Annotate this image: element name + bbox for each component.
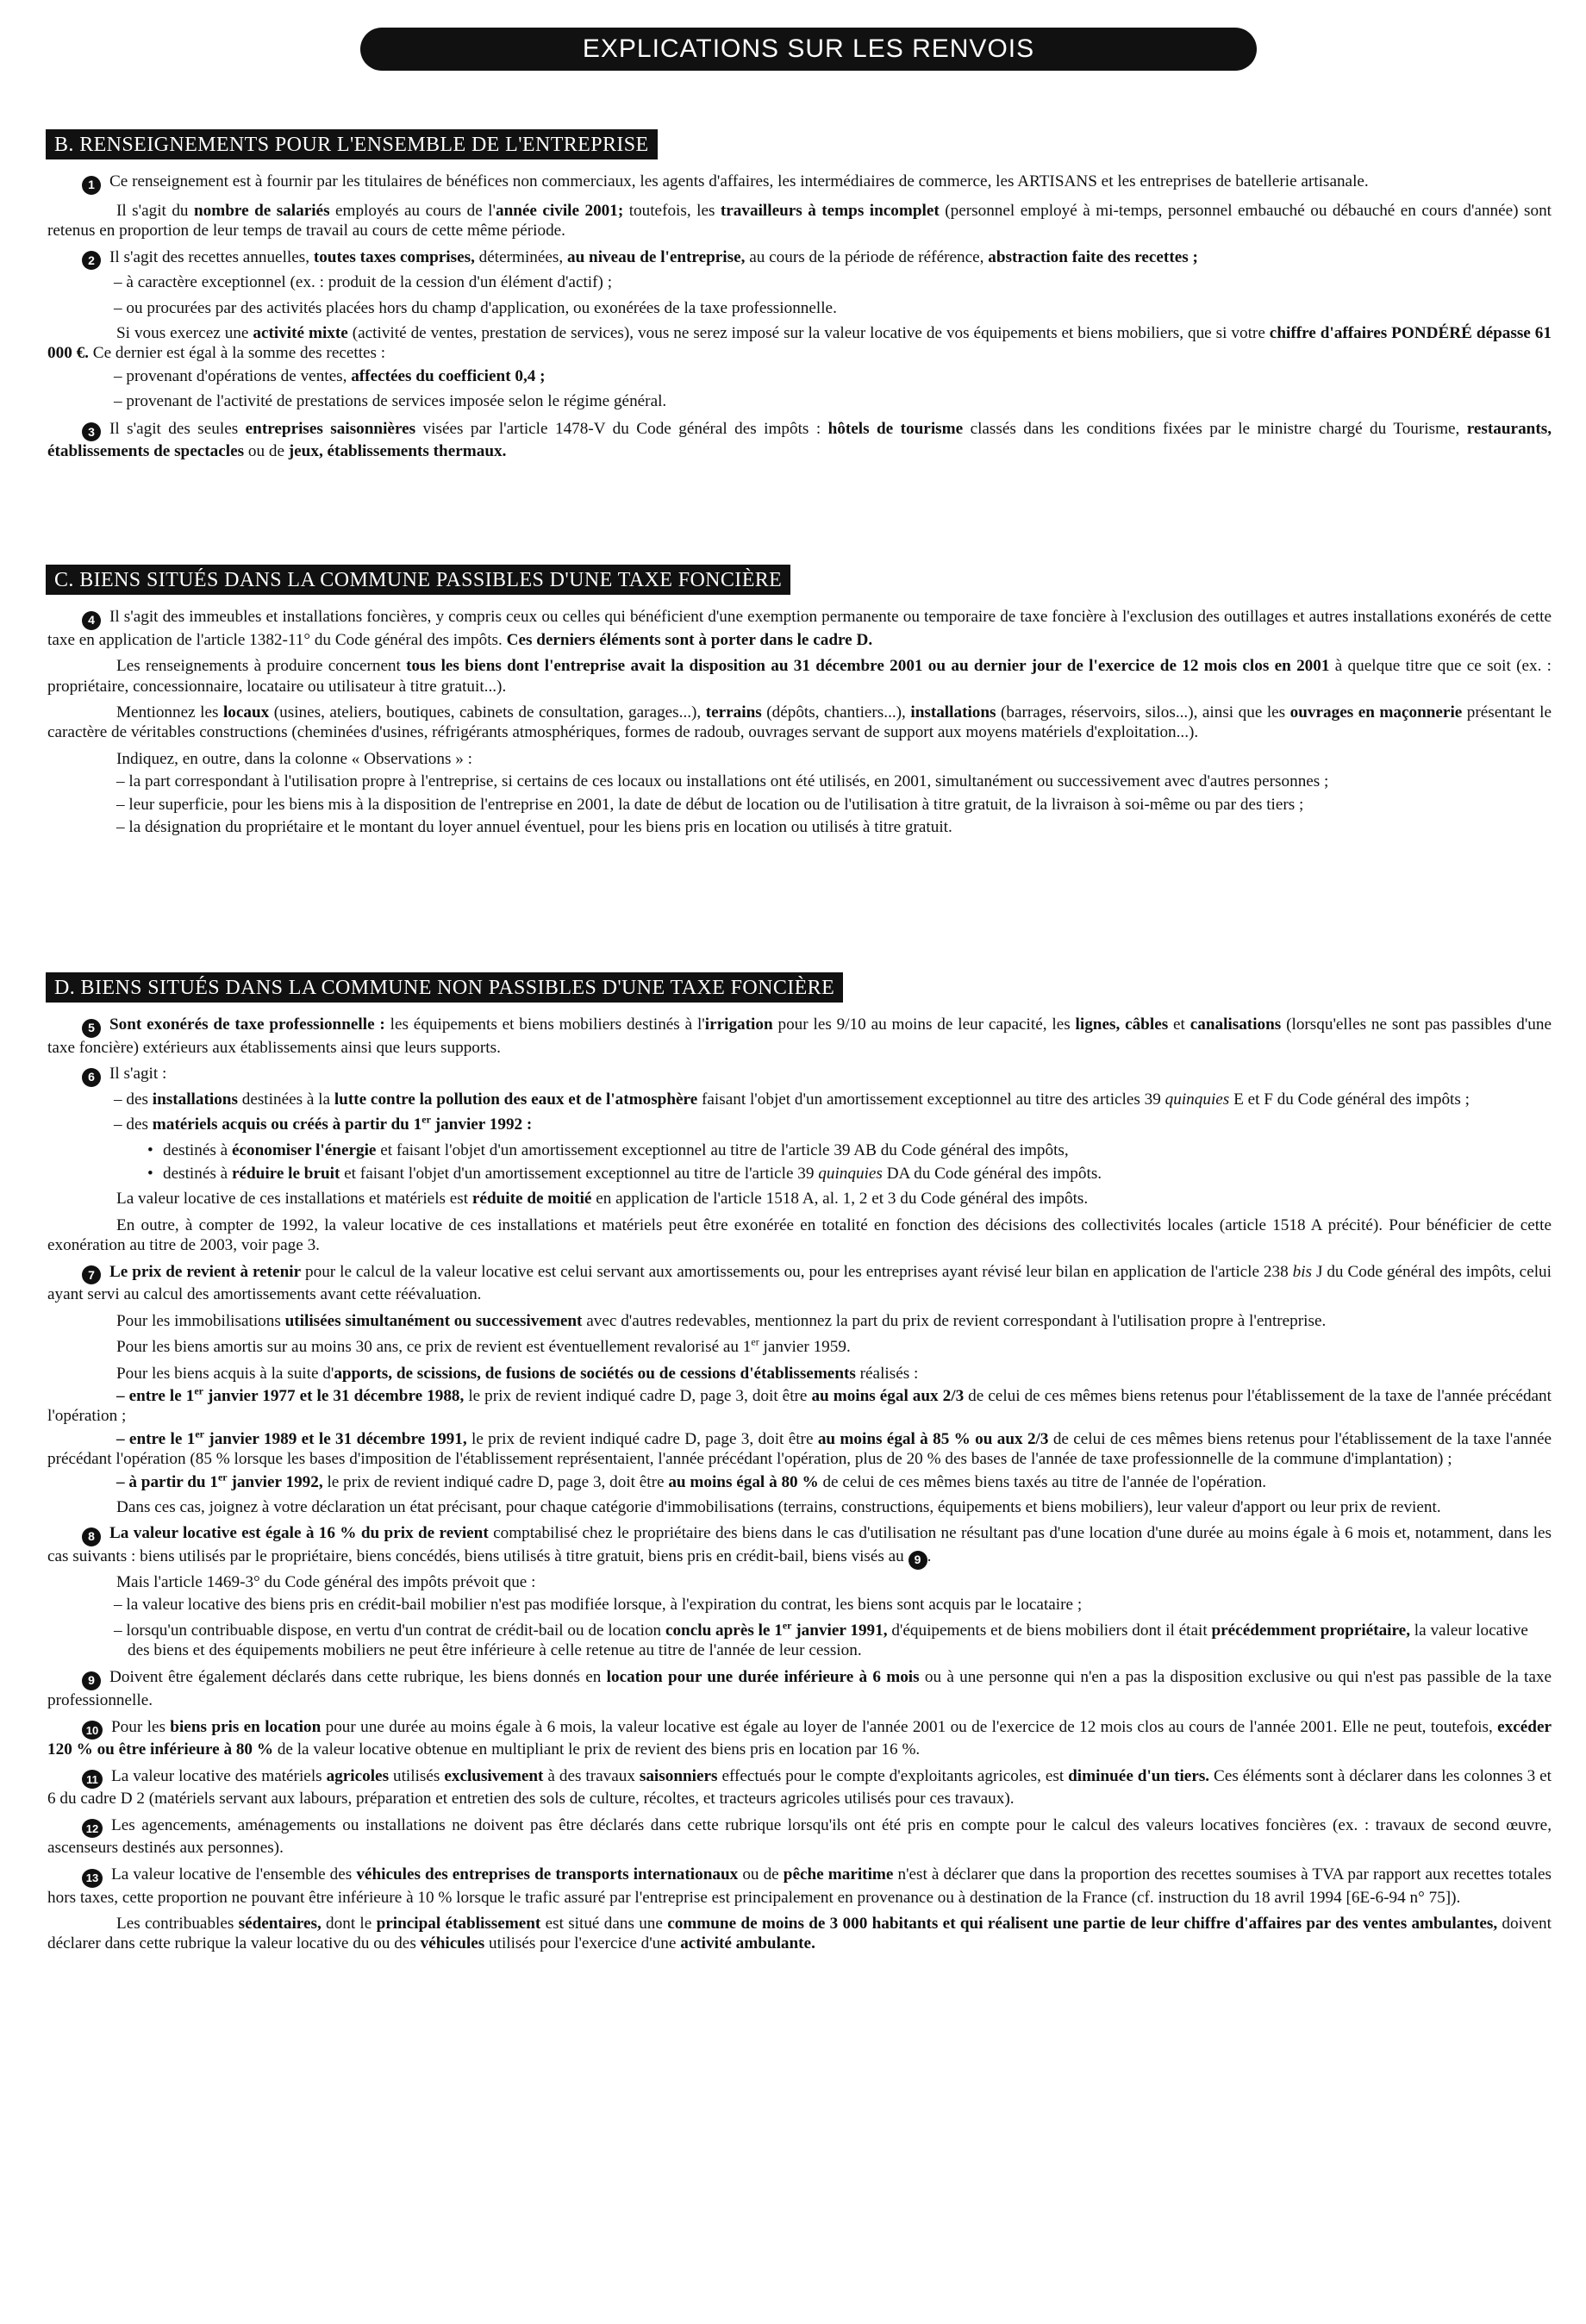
dash-item xyxy=(47,1429,1552,1470)
text-run: DA du Code général des impôts. xyxy=(882,1165,1102,1184)
section-c-heading: C. BIENS SITUÉS DANS LA COMMUNE PASSIBLES D'UNE TAXE FONCIÈRE xyxy=(46,565,790,595)
paragraph xyxy=(47,1311,1552,1331)
bold-text: janvier 1992, xyxy=(227,1472,323,1491)
renvoi-number-4: 4 xyxy=(82,611,101,630)
text-run: d'équipements et de biens mobiliers dont il était xyxy=(887,1621,1212,1640)
bold-text: – à partir du 1 xyxy=(116,1472,218,1491)
paragraph xyxy=(47,201,1552,241)
paragraph xyxy=(47,1337,1552,1357)
text-run: comptabilisé chez le propriétaire des biens dans le cas d'utilisation ne résultant pas d'une location d'une durée au moins égale à 6 mois et, notamment, dans les cas suivants : biens utilisés par le propriétaire, biens concédés, biens utilisés à titre gratuit, biens pris en crédit-bail, biens visés au xyxy=(47,1524,1552,1566)
bold-text: toutes taxes comprises, xyxy=(313,247,475,266)
bold-text: janvier 1989 et le 31 décembre 1991, xyxy=(203,1429,467,1448)
bold-text: saisonniers xyxy=(639,1766,718,1785)
bold-text: janvier 1977 et le 31 décembre 1988, xyxy=(203,1386,465,1405)
text-run: Il s'agit des seules xyxy=(109,419,246,438)
bold-text: er xyxy=(421,1113,431,1126)
renvoi-11 xyxy=(47,1766,1552,1809)
text-run: Il s'agit des immeubles et installations foncières, y compris ceux ou celles qui bénéficient d'une exemption permanente ou temporaire de taxe foncière à l'exclusion des outillages et autres installations exonérés de cette taxe en application de l'article 1382-11° du Code général des impôts. xyxy=(47,608,1552,649)
renvoi-2 xyxy=(47,247,1552,271)
text-run: de la valeur locative obtenue en multipliant le prix de revient des biens pris en location par 16 %. xyxy=(273,1740,921,1759)
bold-text: commune de moins de 3 000 habitants et qui réalisent une partie de leur chiffre d'affaires par des ventes ambulantes, xyxy=(667,1915,1498,1933)
text-run: Pour les immobilisations xyxy=(116,1311,285,1330)
paragraph: Indiquez, en outre, dans la colonne « Observations » : xyxy=(116,749,472,768)
renvoi-number-11: 11 xyxy=(82,1770,103,1789)
renvoi-9 xyxy=(47,1667,1552,1710)
text-run: Pour les xyxy=(111,1717,171,1736)
italic-text: bis xyxy=(1292,1262,1313,1281)
text-run: en application de l'article 1518 A, al. 1, 2 et 3 du Code général des impôts. xyxy=(591,1190,1089,1209)
bold-text: travailleurs à temps incomplet xyxy=(720,201,940,220)
paragraph-text: Ce renseignement est à fournir par les titulaires de bénéfices non commerciaux, les agents d'affaires, les intermédiaires de commerce, les ARTISANS et les entreprises de batellerie artisanale. xyxy=(109,172,1369,191)
renvoi-number-6: 6 xyxy=(82,1068,101,1087)
renvoi-3 xyxy=(47,419,1552,462)
bold-text: chiffre d'affaires PONDÉRÉ dépasse 61 000 €. xyxy=(47,324,1552,363)
bold-text: hôtels de tourisme xyxy=(827,419,964,438)
section-b xyxy=(47,129,1552,468)
text-run: destinés à xyxy=(163,1165,232,1184)
renvoi-reference-9: 9 xyxy=(909,1551,927,1570)
paragraph xyxy=(47,323,1552,364)
text-run: Ce dernier est égal à la somme des recettes : xyxy=(88,344,386,363)
dash-item xyxy=(47,1386,1552,1427)
text-run: de celui de ces mêmes biens taxés au titre de l'année de l'opération. xyxy=(818,1472,1267,1491)
bold-text: Sont exonérés de taxe professionnelle : xyxy=(109,1015,385,1034)
italic-text: quinquies xyxy=(818,1165,883,1184)
renvoi-13 xyxy=(47,1865,1552,1908)
text-run: (personnel employé à mi-temps, personnel embauché ou débauché en cours d'année) sont retenus en proportion de leur temps de travail au cours de cette même période. xyxy=(47,201,1552,241)
page-title: EXPLICATIONS SUR LES RENVOIS xyxy=(582,34,1035,64)
renvoi-8: 8 La valeur locative est égale à 16 % du prix de revient comptabilisé chez le propriétaire des biens dans le cas d'utilisation ne résultant pas d'une location d'une durée au moins égale à 6 mois et, notamment, dans les cas suivants : biens utilisés par le propriétaire, biens concédés, biens utilisés à titre gratuit, biens pris en crédit-bail, biens visés au 9 . xyxy=(47,1523,1552,1569)
text-run: (barrages, réservoirs, silos...), ainsi que les xyxy=(996,703,1290,722)
dash-item: – la désignation du propriétaire et le montant du loyer annuel éventuel, pour les biens pris en location ou utilisés à titre gratuit. xyxy=(116,817,952,836)
renvoi-number-12: 12 xyxy=(82,1819,103,1838)
paragraph xyxy=(47,656,1552,697)
text-run: (activité de ventes, prestation de services), vous ne serez imposé sur la valeur locative de vos équipements et biens mobiliers, que si votre xyxy=(347,324,1270,343)
text-run: pour les 9/10 au moins de leur capacité, les xyxy=(772,1015,1076,1034)
bold-text: affectées du coefficient 0,4 ; xyxy=(351,366,546,385)
text-run: employés au cours de l' xyxy=(329,201,496,220)
text-run: classés dans les conditions fixées par le ministre chargé du Tourisme, xyxy=(963,419,1467,438)
text-run: destinées à la xyxy=(237,1090,334,1109)
bold-text: excéder 120 % ou être inférieure à 80 % xyxy=(47,1717,1552,1759)
text-run: effectués pour le compte d'exploitants agricoles, est xyxy=(717,1766,1069,1785)
text-run: et faisant l'objet d'un amortissement exceptionnel au titre de l'article 39 AB du Code général des impôts, xyxy=(376,1140,1069,1159)
text-run: janvier 1959. xyxy=(759,1338,851,1357)
text-run: Mentionnez les xyxy=(116,703,223,722)
text-run: Les agencements, aménagements ou installations ne doivent pas être déclarés dans cette rubrique lorsqu'ils ont été pris en compte pour le calcul des valeurs locatives foncières (ex. : travaux de second œuvre, ascenseurs destinés aux personnes). xyxy=(47,1815,1552,1858)
dash-item: – la valeur locative des biens pris en crédit-bail mobilier n'est pas modifiée lorsque, à l'expiration du contrat, les biens sont acquis par le locataire ; xyxy=(114,1596,1083,1615)
text-run: – des xyxy=(114,1115,153,1134)
text-run: E et F du Code général des impôts ; xyxy=(1229,1090,1470,1109)
section-c xyxy=(47,565,1552,843)
bold-text: réduite de moitié xyxy=(471,1190,592,1209)
bold-text: tous les biens dont l'entreprise avait la disposition au 31 décembre 2001 ou au dernier jour de l'exercice de 12 mois clos en 2001 xyxy=(406,657,1330,676)
paragraph xyxy=(47,1189,1552,1209)
text-run: pour le calcul de la valeur locative est celui servant aux amortissements ou, pour les entreprises ayant révisé leur bilan en application de l'article 238 xyxy=(301,1262,1293,1281)
bold-text: agricoles xyxy=(326,1766,390,1785)
bold-text: sédentaires, xyxy=(238,1915,322,1933)
renvoi-number-3: 3 xyxy=(82,422,101,441)
bold-text: er xyxy=(217,1471,228,1484)
text-run: – provenant d'opérations de ventes, xyxy=(114,366,352,385)
text-run: de celui de ces mêmes biens retenus pour l'établissement de la taxe de l'année précédant l'opération ; xyxy=(47,1386,1552,1426)
renvoi-10 xyxy=(47,1717,1552,1760)
text-run: visées par l'article 1478-V du Code général des impôts : xyxy=(415,419,828,438)
bold-text: exclusivement xyxy=(444,1766,544,1785)
text-run: Il s'agit du xyxy=(116,201,194,220)
section-d-heading: D. BIENS SITUÉS DANS LA COMMUNE NON PASSIBLES D'UNE TAXE FONCIÈRE xyxy=(46,972,843,1003)
text-run: Les renseignements à produire concernent xyxy=(116,657,407,676)
text-run: déterminées, xyxy=(474,247,567,266)
bold-text: Ces derniers éléments sont à porter dans le cadre D. xyxy=(506,630,873,649)
text-run: Il s'agit des recettes annuelles, xyxy=(109,247,314,266)
bold-text: conclu après le 1 xyxy=(665,1621,783,1640)
italic-text: quinquies xyxy=(1165,1090,1230,1109)
text-run: Les contribuables xyxy=(116,1915,239,1933)
text-run: (lorsqu'elles ne sont pas passibles d'une taxe foncière) extérieurs aux établissements ainsi que leurs supports. xyxy=(47,1015,1552,1057)
bold-text: jeux, établissements thermaux. xyxy=(288,442,507,461)
bold-text: er xyxy=(194,1384,203,1397)
text-run: au cours de la période de référence, xyxy=(745,247,989,266)
text-run: (dépôts, chantiers...), xyxy=(761,703,911,722)
bold-text: au moins égal à 85 % ou aux 2/3 xyxy=(817,1429,1049,1448)
paragraph xyxy=(47,1364,1552,1384)
text-run: faisant l'objet d'un amortissement exceptionnel au titre des articles 39 xyxy=(697,1090,1165,1109)
paragraph xyxy=(47,703,1552,743)
text-run: – des xyxy=(114,1090,153,1109)
renvoi-12 xyxy=(47,1815,1552,1859)
bold-text: er xyxy=(782,1619,792,1632)
bold-text: activité ambulante. xyxy=(680,1934,815,1953)
renvoi-number-7: 7 xyxy=(82,1265,101,1284)
text-run: n'est à déclarer que dans la proportion des recettes soumises à TVA par rapport aux recettes totales hors taxes, cette proportion ne pouvant être inférieure à 10 % lorsque le trafic assuré par l'entreprise est principalement en provenance ou à destination de la France (cf. instruction du 18 avril 1994 [6E-6-94 n° 75]). xyxy=(47,1865,1552,1907)
dash-item: – à caractère exceptionnel (ex. : produit de la cession d'un élément d'actif) ; xyxy=(114,273,613,292)
bold-text: biens pris en location xyxy=(170,1717,322,1736)
text-run: est situé dans une xyxy=(540,1915,668,1933)
page-title-banner xyxy=(360,28,1257,71)
dash-item xyxy=(47,1621,1552,1661)
text-run: utilisés xyxy=(389,1766,445,1785)
dash-item: – leur superficie, pour les biens mis à la disposition de l'entreprise en 2001, la date de début de location ou de l'utilisation à titre gratuit, de la livraison à soi-même ou par des tiers ; xyxy=(116,795,1304,814)
bold-text: – entre le 1 xyxy=(116,1429,196,1448)
text-run: utilisés pour l'exercice d'une xyxy=(484,1934,681,1953)
bold-text: location pour une durée inférieure à 6 mois xyxy=(606,1668,920,1687)
bold-text: janvier 1991, xyxy=(791,1621,888,1640)
paragraph: En outre, à compter de 1992, la valeur locative de ces installations et matériels peut être exonérée en totalité en fonction des décisions des collectivités locales (article 1518 A précité). Pour bénéficier de cette exonération au titre de 2003, voir page 3. xyxy=(47,1215,1552,1255)
text-run: de celui de ces mêmes biens retenus pour l'établissement de la taxe l'année précédant l'opération (85 % lorsque les bases d'imposition de l'établissement représentaient, l'année précédant l'opération, plus de 20 % des bases de l'année de taxe professionnelle de la commune d'implantation) ; xyxy=(47,1429,1552,1469)
bold-text: diminuée d'un tiers. xyxy=(1068,1766,1210,1785)
dash-item: – provenant de l'activité de prestations de services imposée selon le régime général. xyxy=(114,392,667,411)
renvoi-7 xyxy=(47,1262,1552,1305)
bold-text: ouvrages en maçonnerie xyxy=(1289,703,1463,722)
text-run: la valeur locative des biens et des équipements mobiliers ne peut être inférieure à celle retenue au titre de l'année de leur cession. xyxy=(128,1621,1528,1660)
bold-text: installations xyxy=(152,1090,238,1109)
section-d xyxy=(47,972,1552,1960)
bold-text: véhicules des entreprises de transports internationaux xyxy=(356,1865,739,1884)
text-run: Pour les biens amortis sur au moins 30 ans, ce prix de revient est éventuellement revalorisé au 1 xyxy=(116,1338,752,1357)
text-run: er xyxy=(751,1335,759,1348)
bold-text: réduire le bruit xyxy=(231,1165,340,1184)
bold-text: au moins égal à 80 % xyxy=(668,1472,819,1491)
text-run: Pour les biens acquis à la suite d' xyxy=(116,1364,334,1383)
bold-text: activité mixte xyxy=(253,324,348,343)
bold-text: – entre le 1 xyxy=(116,1386,195,1405)
bold-text: er xyxy=(195,1428,204,1440)
section-b-heading: B. RENSEIGNEMENTS POUR L'ENSEMBLE DE L'ENTREPRISE xyxy=(46,129,658,159)
text-run: Il s'agit : xyxy=(109,1065,167,1084)
text-run: avec d'autres redevables, mentionnez la part du prix de revient correspondant à l'utilisation propre à l'entreprise. xyxy=(582,1311,1327,1330)
text-run: les équipements et biens mobiliers destinés à l' xyxy=(384,1015,705,1034)
renvoi-number-9: 9 xyxy=(82,1671,101,1690)
text-run: La valeur locative de l'ensemble des xyxy=(111,1865,357,1884)
paragraph: Mais l'article 1469-3° du Code général des impôts prévoit que : xyxy=(116,1572,536,1591)
bold-text: locaux xyxy=(222,703,270,722)
bold-text: entreprises saisonnières xyxy=(245,419,416,438)
text-run: destinés à xyxy=(163,1140,232,1159)
text-run: le prix de revient indiqué cadre D, page 3, doit être xyxy=(466,1429,818,1448)
text-run: Ces éléments sont à déclarer dans les colonnes 3 et 6 du cadre D 2 (matériels servant aux labours, préparation et entretien des sols de culture, récoltes, et tracteurs agricoles utilisés pour ces travaux). xyxy=(47,1766,1552,1809)
bold-text: lignes, câbles xyxy=(1075,1015,1169,1034)
bold-text: économiser l'énergie xyxy=(231,1140,377,1159)
text-run: ou de xyxy=(244,442,289,461)
bold-text: pêche maritime xyxy=(783,1865,894,1884)
dash-item xyxy=(47,1090,1552,1109)
bold-text: lutte contre la pollution des eaux et de l'atmosphère xyxy=(334,1090,698,1109)
text-run: à des travaux xyxy=(543,1766,640,1785)
text-run: et faisant l'objet d'un amortissement exceptionnel au titre de l'article 39 xyxy=(340,1165,819,1184)
bold-text: véhicules xyxy=(420,1934,485,1953)
text-run: (usines, ateliers, boutiques, cabinets de consultation, garages...), xyxy=(269,703,706,722)
text-run: le prix de revient indiqué cadre D, page 3, doit être xyxy=(464,1386,812,1405)
bold-text: principal établissement xyxy=(376,1915,541,1933)
dash-item xyxy=(47,366,1552,386)
text-run: le prix de revient indiqué cadre D, page 3, doit être xyxy=(322,1472,669,1491)
bold-text: Le prix de revient à retenir xyxy=(109,1262,302,1281)
bold-text: La valeur locative est égale à 16 % du prix de revient xyxy=(109,1524,489,1543)
bold-text: matériels acquis ou créés à partir du 1 xyxy=(152,1115,422,1134)
bold-text: nombre de salariés xyxy=(194,201,330,220)
text-run: – lorsqu'un contribuable dispose, en vertu d'un contrat de crédit-bail ou de location xyxy=(114,1621,665,1640)
dash-item: – la part correspondant à l'utilisation propre à l'entreprise, si certains de ces locaux ou installations ont été utilisés, en 2001, simultanément ou successivement avec d'autres personnes ; xyxy=(116,772,1329,791)
paragraph: Dans ces cas, joignez à votre déclaration un état précisant, pour chaque catégorie d'immobilisations (terrains, constructions, équipements et biens mobiliers), leur valeur d'apport ou leur prix de revient. xyxy=(116,1498,1441,1517)
bold-text: au moins égal aux 2/3 xyxy=(811,1386,965,1405)
text-run: La valeur locative de ces installations et matériels est xyxy=(116,1190,472,1209)
bold-text: abstraction faite des recettes ; xyxy=(988,247,1198,266)
renvoi-number-2: 2 xyxy=(82,251,101,270)
renvoi-6 xyxy=(47,1064,1552,1087)
text-run: toutefois, les xyxy=(623,201,721,220)
bold-text: canalisations xyxy=(1190,1015,1282,1034)
renvoi-number-5: 5 xyxy=(82,1019,101,1038)
bold-text: précédemment propriétaire, xyxy=(1211,1621,1410,1640)
text-run: Doivent être également déclarés dans cette rubrique, les biens donnés en xyxy=(109,1668,607,1687)
bold-text: au niveau de l'entreprise, xyxy=(566,247,746,266)
text-run: La valeur locative des matériels xyxy=(111,1766,327,1785)
dash-item xyxy=(47,1472,1552,1492)
renvoi-number-13: 13 xyxy=(82,1869,103,1888)
text-run: pour une durée au moins égale à 6 mois, la valeur locative est égale au loyer de l'année 2001 ou de l'exercice de 12 mois clos au cours de l'année 2001. Elle ne peut, toutefois, xyxy=(321,1717,1498,1736)
bold-text: apports, de scissions, de fusions de sociétés ou de cessions d'établissements xyxy=(334,1364,856,1383)
text-run: ou à une personne qui n'en a pas la disposition exclusive ou qui n'est pas passible de la taxe professionnelle. xyxy=(47,1668,1552,1710)
bold-text: année civile 2001; xyxy=(495,201,624,220)
renvoi-1 xyxy=(47,172,1552,195)
text-run: réalisés : xyxy=(855,1364,919,1383)
text-run: dont le xyxy=(321,1915,377,1933)
renvoi-number-8: 8 xyxy=(82,1527,101,1546)
bold-text: terrains xyxy=(705,703,762,722)
bold-text: irrigation xyxy=(704,1015,773,1034)
bold-text: janvier 1992 : xyxy=(430,1115,533,1134)
dash-item xyxy=(47,1115,1552,1134)
renvoi-number-1: 1 xyxy=(82,176,101,195)
paragraph xyxy=(47,1914,1552,1954)
renvoi-4 xyxy=(47,607,1552,650)
text-run: à quelque titre que ce soit (ex. : propriétaire, concessionnaire, locataire ou utilisateur à titre gratuit...). xyxy=(47,657,1552,696)
renvoi-number-10: 10 xyxy=(82,1721,103,1740)
text-run: présentant le caractère de véritables constructions (cheminées d'usines, réfrigérants atmosphériques, formes de radoub, ouvrages servant de support aux moyens matériels d'exploitation...). xyxy=(47,703,1552,742)
dash-item: – ou procurées par des activités placées hors du champ d'application, ou exonérées de la taxe professionnelle. xyxy=(114,298,837,317)
bold-text: utilisées simultanément ou successivement xyxy=(284,1311,583,1330)
text-run: et xyxy=(1168,1015,1190,1034)
bullet-item: • destinés à économiser l'énergie et faisant l'objet d'un amortissement exceptionnel au titre de l'article 39 AB du Code général des impôts, xyxy=(147,1140,1069,1159)
renvoi-5 xyxy=(47,1015,1552,1058)
text-run: Si vous exercez une xyxy=(116,324,253,343)
bullet-item: • destinés à réduire le bruit et faisant l'objet d'un amortissement exceptionnel au titre de l'article 39 quinquies DA du Code général des impôts. xyxy=(147,1165,1102,1184)
text-run: ou de xyxy=(738,1865,784,1884)
bold-text: restaurants, établissements de spectacles xyxy=(47,419,1552,461)
bold-text: installations xyxy=(910,703,996,722)
text-run: J du Code général des impôts, celui ayant servi au calcul des amortissements avant cette réévaluation. xyxy=(47,1262,1552,1304)
text-run: doivent déclarer dans cette rubrique la valeur locative du ou des xyxy=(47,1915,1552,1953)
